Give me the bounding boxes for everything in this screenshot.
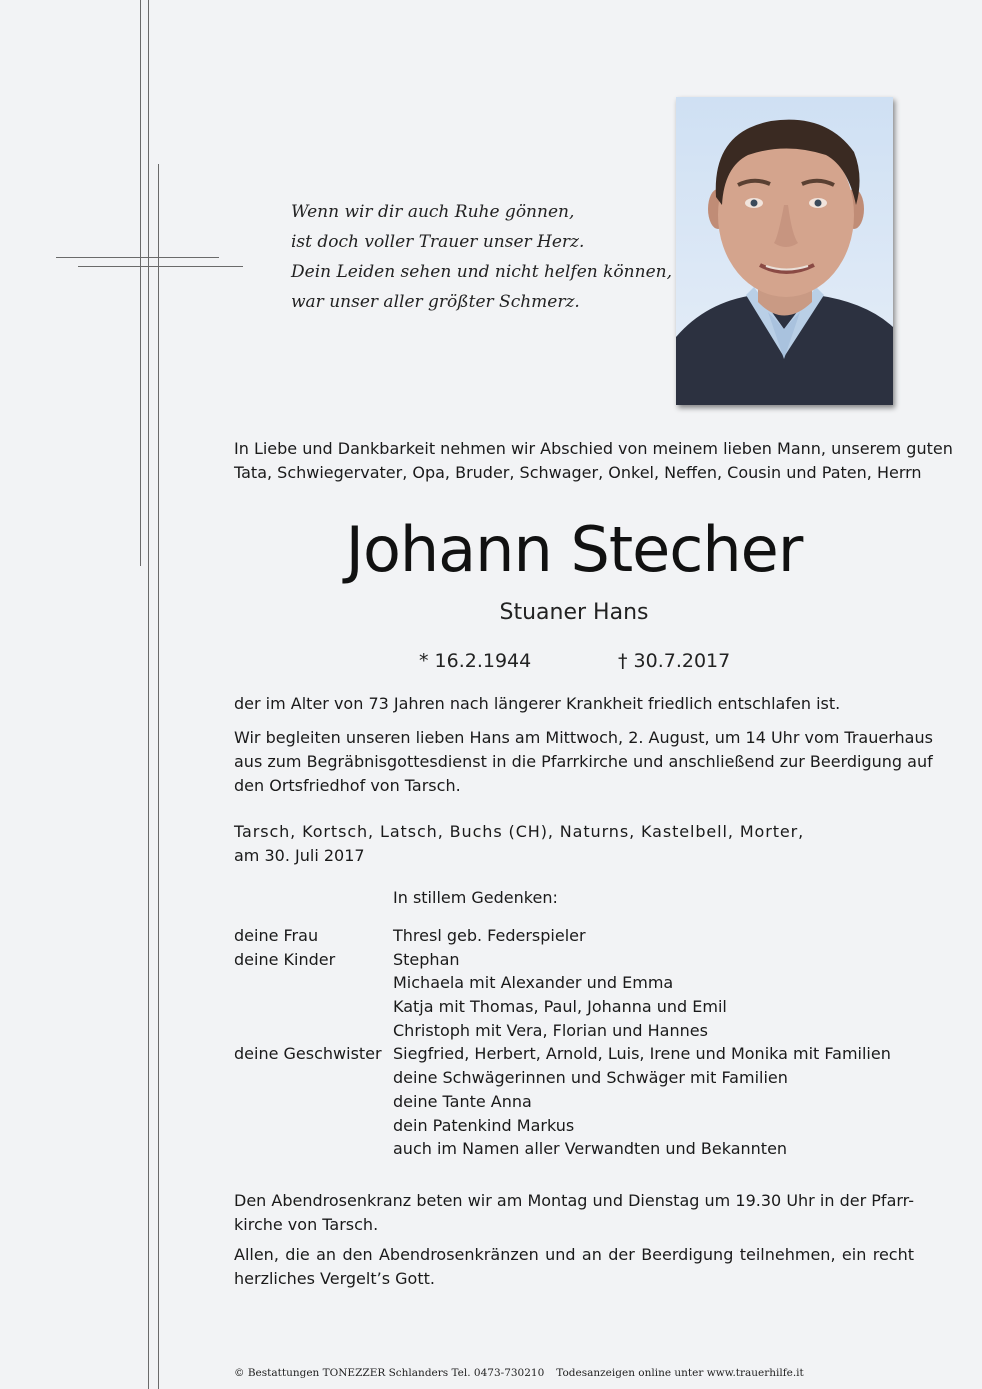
footer-online-link[interactable]: Todesanzeigen online unter www.trauerhilfe.it <box>556 1367 804 1379</box>
portrait-illustration <box>676 97 893 405</box>
cross-horizontal-line-lower <box>78 266 243 267</box>
family-row <box>234 1042 914 1066</box>
funeral-line: Wir begleiten unseren lieben Hans am Mittwoch, 2. August, um 14 Uhr vom Trauerhaus <box>234 728 933 747</box>
places-and-date <box>234 820 914 868</box>
deceased-nickname: Stuaner Hans <box>499 600 649 625</box>
family-names: Stephan <box>393 949 460 969</box>
family-row <box>234 1019 914 1043</box>
rosary-line: Den Abendrosenkranz beten wir am Montag und Dienstag um 19.30 Uhr in der Pfarr- <box>234 1191 914 1210</box>
intro-text <box>234 437 953 485</box>
family-role: deine Geschwister <box>234 1044 382 1064</box>
date-line: am 30. Juli 2017 <box>234 846 365 865</box>
closing-text <box>234 1189 914 1291</box>
funeral-line: aus zum Begräbnisgottesdienst in die Pfarrkirche und anschließend zur Beerdigung auf <box>234 752 933 771</box>
family-list <box>234 924 914 1161</box>
poem <box>291 197 672 317</box>
places-line: Tarsch, Kortsch, Latsch, Buchs (CH), Naturns, Kastelbell, Morter, <box>234 822 805 841</box>
family-names: Katja mit Thomas, Paul, Johanna und Emil <box>393 997 727 1017</box>
footer-company: © Bestattungen TONEZZER Schlanders Tel. 0473-730210 <box>234 1367 545 1379</box>
family-row <box>234 1114 914 1138</box>
family-row <box>234 924 914 948</box>
cross-horizontal-line-upper <box>56 257 219 258</box>
thanks-line: Allen, die an den Abendrosenkränzen und an der Beerdigung teilnehmen, ein recht <box>234 1245 914 1264</box>
poem-line: Dein Leiden sehen und nicht helfen können, <box>291 262 672 282</box>
family-row <box>234 948 914 972</box>
poem-line: war unser aller größter Schmerz. <box>291 292 580 312</box>
family-names: deine Schwägerinnen und Schwäger mit Familien <box>393 1068 788 1088</box>
family-names: dein Patenkind Markus <box>393 1115 575 1135</box>
family-names: Michaela mit Alexander und Emma <box>393 973 674 993</box>
portrait-photo <box>676 97 893 405</box>
in-memory-heading: In stillem Gedenken: <box>393 888 558 907</box>
deceased-name: Johann Stecher <box>345 513 803 586</box>
family-names: deine Tante Anna <box>393 1091 532 1111</box>
death-date: † 30.7.2017 <box>618 650 731 672</box>
intro-line: In Liebe und Dankbarkeit nehmen wir Abschied von meinem lieben Mann, unserem guten <box>234 439 953 458</box>
family-names: Siegfried, Herbert, Arnold, Luis, Irene und Monika mit Familien <box>393 1044 891 1064</box>
family-row <box>234 1137 914 1161</box>
family-row <box>234 1090 914 1114</box>
family-row <box>234 971 914 995</box>
age-statement: der im Alter von 73 Jahren nach längerer Krankheit friedlich entschlafen ist. <box>234 694 841 713</box>
footer <box>234 1366 804 1380</box>
funeral-info <box>234 726 933 798</box>
family-names: auch im Namen aller Verwandten und Bekannten <box>393 1139 788 1159</box>
cross-vertical-line-outer <box>140 0 141 566</box>
family-row <box>234 995 914 1019</box>
family-role: deine Kinder <box>234 949 336 969</box>
thanks-line: herzliches Vergelt’s Gott. <box>234 1269 435 1288</box>
cross-vertical-line-right <box>158 164 159 1389</box>
cross-vertical-line-inner <box>148 0 149 1389</box>
birth-date: * 16.2.1944 <box>419 650 532 672</box>
poem-line: ist doch voller Trauer unser Herz. <box>291 232 585 252</box>
rosary-line: kirche von Tarsch. <box>234 1215 379 1234</box>
family-names: Thresl geb. Federspieler <box>393 926 586 945</box>
funeral-line: den Ortsfriedhof von Tarsch. <box>234 776 461 795</box>
family-row <box>234 1066 914 1090</box>
family-role: deine Frau <box>234 926 319 945</box>
intro-line: Tata, Schwiegervater, Opa, Bruder, Schwager, Onkel, Neffen, Cousin und Paten, Herrn <box>234 463 922 482</box>
poem-line: Wenn wir dir auch Ruhe gönnen, <box>291 202 575 222</box>
family-names: Christoph mit Vera, Florian und Hannes <box>393 1020 708 1040</box>
